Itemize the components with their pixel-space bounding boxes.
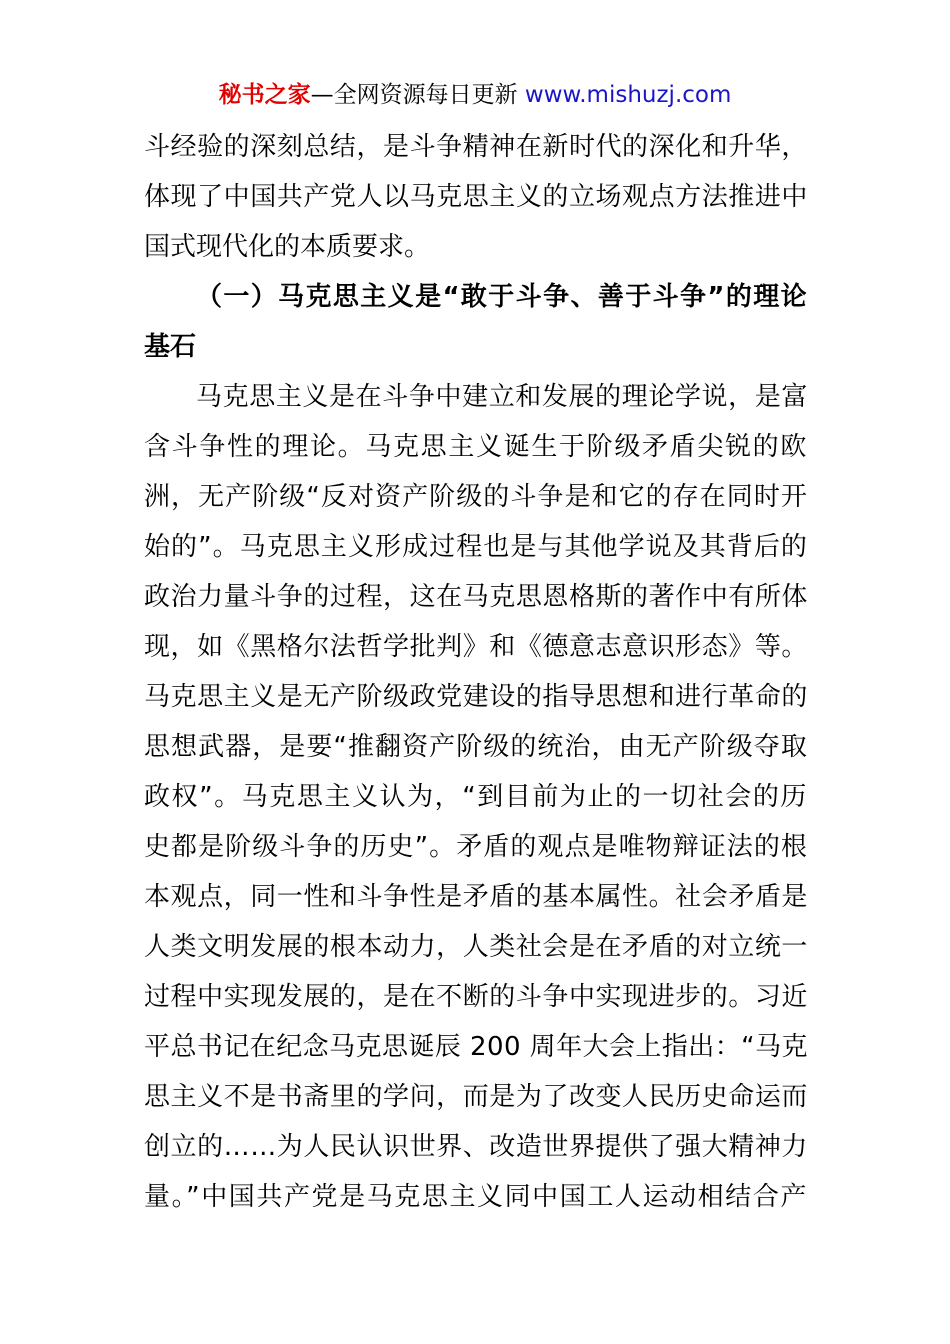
body-text-line: 政治力量斗争的过程，这在马克思恩格斯的著作中有所体 xyxy=(144,582,808,612)
body-text-line: 史都是阶级斗争的历史”。矛盾的观点是唯物辩证法的根 xyxy=(144,832,808,862)
section-heading-line: （一）马克思主义是“敢于斗争、善于斗争”的理论 xyxy=(196,282,808,312)
body-text-line: 国式现代化的本质要求。 xyxy=(144,232,431,262)
body-text-line: 过程中实现发展的，是在不断的斗争中实现进步的。习近 xyxy=(144,982,808,1012)
site-tagline: —全网资源每日更新 xyxy=(310,82,518,108)
body-text-line: 含斗争性的理论。马克思主义诞生于阶级矛盾尖锐的欧 xyxy=(144,432,808,462)
body-text-line: 始的”。马克思主义形成过程也是与其他学说及其背后的 xyxy=(144,532,808,562)
section-heading-line: 基石 xyxy=(144,332,197,362)
body-text-line: 体现了中国共产党人以马克思主义的立场观点方法推进中 xyxy=(144,182,808,212)
body-text-line: 人类文明发展的根本动力，人类社会是在矛盾的对立统一 xyxy=(144,932,808,962)
body-text-line: 现，如《黑格尔法哲学批判》和《德意志意识形态》等。 xyxy=(144,632,808,662)
body-text-line: 洲，无产阶级“反对资产阶级的斗争是和它的存在同时开 xyxy=(144,482,808,512)
document-body xyxy=(144,122,808,1222)
body-text-line: 量。”中国共产党是马克思主义同中国工人运动相结合产 xyxy=(144,1182,808,1212)
body-text-line: 马克思主义是无产阶级政党建设的指导思想和进行革命的 xyxy=(144,682,808,712)
body-text-line: 思想武器，是要“推翻资产阶级的统治，由无产阶级夺取 xyxy=(144,732,808,762)
body-text-line: 思主义不是书斋里的学问，而是为了改变人民历史命运而 xyxy=(144,1082,808,1112)
site-url-link[interactable]: www.mishuzj.com xyxy=(524,82,732,108)
body-text-line: 政权”。马克思主义认为，“到目前为止的一切社会的历 xyxy=(144,782,808,812)
body-text-line: 创立的……为人民认识世界、改造世界提供了强大精神力 xyxy=(144,1132,808,1162)
body-text-line: 平总书记在纪念马克思诞辰 200 周年大会上指出：“马克 xyxy=(144,1032,808,1062)
site-brand: 秘书之家 xyxy=(218,82,311,108)
body-text-line: 马克思主义是在斗争中建立和发展的理论学说，是富 xyxy=(196,382,808,412)
body-text-line: 斗经验的深刻总结，是斗争精神在新时代的深化和升华， xyxy=(144,132,808,162)
body-text-line: 本观点，同一性和斗争性是矛盾的基本属性。社会矛盾是 xyxy=(144,882,808,912)
site-header xyxy=(0,78,950,112)
